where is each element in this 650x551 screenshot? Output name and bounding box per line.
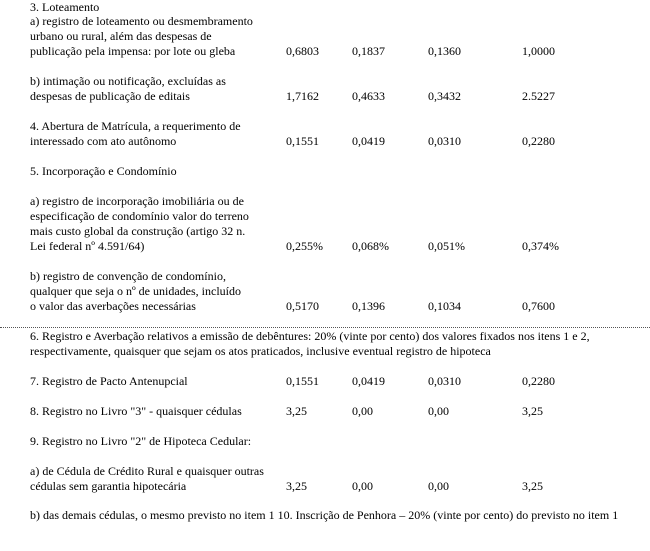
item-text-line: 4. Abertura de Matrícula, a requerimento de xyxy=(30,119,241,133)
section-loteamento xyxy=(30,0,285,15)
value-cell: 3,25 xyxy=(286,479,307,493)
item-text-line: interessado com ato autônomo xyxy=(30,134,177,148)
item-text-line: o valor das averbações necessárias xyxy=(30,299,196,313)
item-text-line: cédulas sem garantia hipotecária xyxy=(30,479,187,493)
section-heading: 3. Loteamento xyxy=(30,0,100,14)
item-text-line: mais custo global da construção (artigo 32 n. xyxy=(30,224,246,238)
item-debentures xyxy=(30,329,630,359)
item-text-line: Lei federal nº 4.591/64) xyxy=(30,239,145,253)
value-cell: 0,5170 xyxy=(286,299,319,313)
value-cell: 0,0419 xyxy=(352,134,385,148)
value-cell: 1,7162 xyxy=(286,89,319,103)
item-paragraph: 6. Registro e Averbação relativos a emissão de debêntures: 20% (vinte por cento) dos valores fixados nos itens 1 e 2, respectivamente, quaisquer que sejam os atos praticados, inclusive eventual registro de hipoteca xyxy=(30,329,590,358)
value-cell: 0,1034 xyxy=(428,299,461,313)
section-divider xyxy=(0,327,650,328)
item-text-line: despesas de publicação de editais xyxy=(30,89,190,103)
item-text-line: b) intimação ou notificação, excluídas as xyxy=(30,74,226,88)
value-row-loteamento-b xyxy=(0,89,650,104)
value-cell: 0,0419 xyxy=(352,374,385,388)
value-cell: 0,2280 xyxy=(522,134,555,148)
item-text-line: 8. Registro no Livro "3" - quaisquer cédulas xyxy=(30,404,242,418)
item-text-line: especificação de condomínio valor do terreno xyxy=(30,209,249,223)
value-cell: 0,6803 xyxy=(286,44,319,58)
item-text-line: a) de Cédula de Crédito Rural e quaisquer outras xyxy=(30,464,264,478)
item-text-line: b) registro de convenção de condomínio, xyxy=(30,269,226,283)
value-cell: 0,255% xyxy=(286,239,323,253)
value-row-incorporacao-b xyxy=(0,299,650,314)
value-cell: 0,1396 xyxy=(352,299,385,313)
value-cell: 0,1837 xyxy=(352,44,385,58)
value-cell: 0,7600 xyxy=(522,299,555,313)
value-cell: 0,00 xyxy=(352,404,373,418)
section-heading: 9. Registro no Livro "2" de Hipoteca Cedular: xyxy=(30,434,252,448)
value-cell: 3,25 xyxy=(522,404,543,418)
value-cell: 2.5227 xyxy=(522,89,555,103)
value-cell: 0,0310 xyxy=(428,374,461,388)
item-paragraph: b) das demais cédulas, o mesmo previsto no item 1 10. Inscrição de Penhora – 20% (vinte por cento) do previsto no item 1 xyxy=(30,508,619,522)
value-row-livro-3 xyxy=(0,404,650,419)
value-cell: 0,0310 xyxy=(428,134,461,148)
section-livro-2 xyxy=(30,434,285,449)
value-cell: 0,1551 xyxy=(286,134,319,148)
value-row-matricula xyxy=(0,134,650,149)
item-text-line: publicação pela impensa: por lote ou gleba xyxy=(30,44,236,58)
value-cell: 0,1360 xyxy=(428,44,461,58)
value-row-incorporacao-a xyxy=(0,239,650,254)
section-heading: 5. Incorporação e Condomínio xyxy=(30,164,177,178)
value-cell: 0,00 xyxy=(352,479,373,493)
section-incorporacao xyxy=(30,164,285,179)
value-cell: 0,00 xyxy=(428,404,449,418)
value-cell: 0,3432 xyxy=(428,89,461,103)
value-cell: 0,068% xyxy=(352,239,389,253)
value-row-livro-2-a xyxy=(0,479,650,494)
value-cell: 0,4633 xyxy=(352,89,385,103)
item-text-line: a) registro de incorporação imobiliária ou de xyxy=(30,194,244,208)
item-text-line: urbano ou rural, além das despesas de xyxy=(30,29,212,43)
value-cell: 3,25 xyxy=(286,404,307,418)
value-cell: 0,374% xyxy=(522,239,559,253)
item-text-line: qualquer que seja o nº de unidades, incluído xyxy=(30,284,241,298)
value-cell: 1,0000 xyxy=(522,44,555,58)
value-cell: 0,00 xyxy=(428,479,449,493)
item-text-line: 7. Registro de Pacto Antenupcial xyxy=(30,374,188,388)
item-text-line: a) registro de loteamento ou desmembramento xyxy=(30,14,253,28)
value-row-loteamento-a xyxy=(0,44,650,59)
value-row-pacto xyxy=(0,374,650,389)
value-cell: 3,25 xyxy=(522,479,543,493)
value-cell: 0,051% xyxy=(428,239,465,253)
value-cell: 0,2280 xyxy=(522,374,555,388)
item-livro-2-b xyxy=(30,508,630,523)
value-cell: 0,1551 xyxy=(286,374,319,388)
